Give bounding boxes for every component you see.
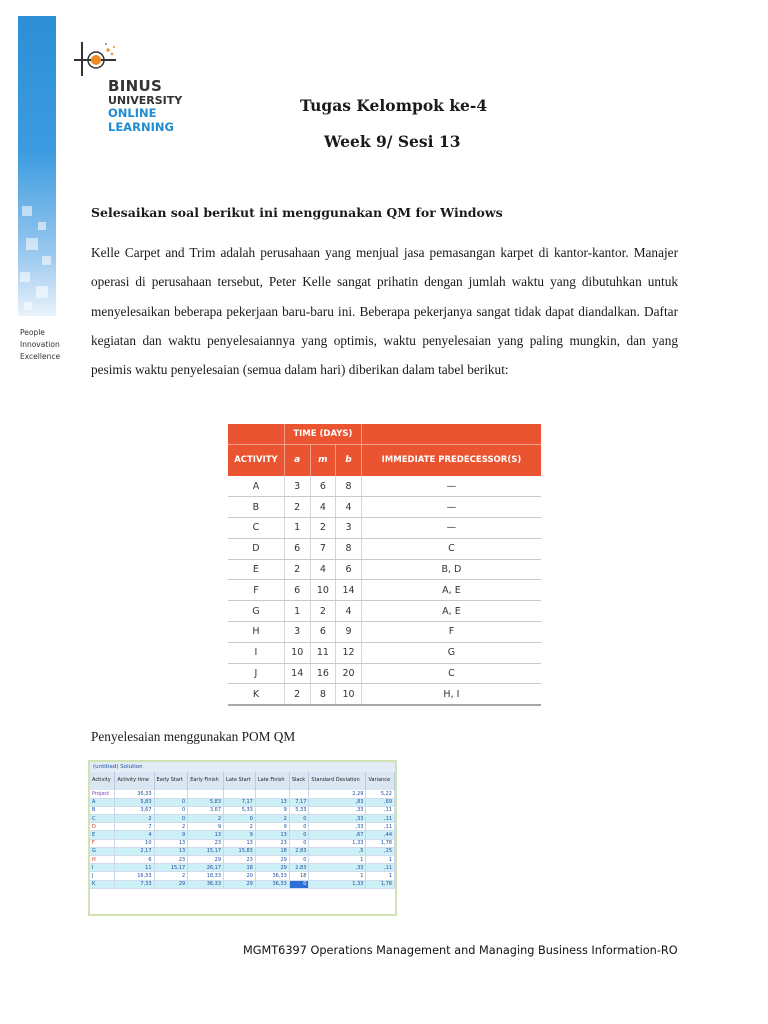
table-cell: F — [361, 622, 541, 643]
pom-table-cell: 18 — [289, 872, 309, 880]
pom-table-cell: 13 — [188, 831, 224, 839]
page-footer: MGMT6397 Operations Management and Managing Business Information-RO — [243, 944, 678, 957]
pom-table-cell: 6 — [115, 856, 154, 864]
pom-table-cell: 5,33 — [289, 806, 309, 814]
pom-table-cell: 0 — [289, 856, 309, 864]
table-cell: 4 — [310, 497, 336, 518]
pom-table-cell: 18,33 — [188, 872, 224, 880]
table-cell: — — [361, 497, 541, 518]
pom-table-row — [90, 864, 395, 872]
pom-column-header: Early Finish — [188, 772, 224, 790]
pom-table-cell: K — [90, 880, 115, 888]
pom-table-cell: B — [90, 806, 115, 814]
table-cell: 4 — [336, 497, 362, 518]
pom-table-cell: ,5 — [309, 847, 366, 855]
pom-table-cell: 5,83 — [115, 798, 154, 806]
pom-table-cell: 9 — [255, 823, 289, 831]
table-row — [228, 518, 541, 539]
pom-table-cell: C — [90, 815, 115, 823]
pom-table-cell: E — [90, 831, 115, 839]
pom-table-cell: 15,83 — [224, 847, 256, 855]
pom-table-cell: ,11 — [366, 864, 395, 872]
pom-column-header: Activity — [90, 772, 115, 790]
pom-table-cell: ,11 — [366, 823, 395, 831]
pom-table-cell — [154, 790, 188, 798]
table-row — [228, 622, 541, 643]
tagline-line: People — [20, 328, 45, 337]
pom-table-cell: A — [90, 798, 115, 806]
column-header: b — [336, 444, 362, 476]
pom-table-cell: 18 — [224, 864, 256, 872]
column-header: a — [284, 444, 310, 476]
document-title: Tugas Kelompok ke-4 — [300, 96, 488, 115]
pom-table-cell: ,33 — [309, 806, 366, 814]
pom-table-row — [90, 839, 395, 847]
pom-table-cell: 7,33 — [115, 880, 154, 888]
pom-table-cell: H — [90, 856, 115, 864]
pom-table-cell: 16,33 — [115, 872, 154, 880]
table-cell: 4 — [310, 559, 336, 580]
tagline — [20, 327, 60, 363]
pom-table-row — [90, 880, 395, 888]
pom-table-cell: 29 — [154, 880, 188, 888]
table-row — [228, 559, 541, 580]
pom-table-cell: ,33 — [309, 815, 366, 823]
pom-table-cell: 1,78 — [366, 839, 395, 847]
pom-table-cell: ,83 — [309, 798, 366, 806]
table-cell: C — [361, 538, 541, 559]
table-cell: — — [361, 518, 541, 539]
table-cell: 1 — [284, 518, 310, 539]
column-header: m — [310, 444, 336, 476]
pom-table-row — [90, 815, 395, 823]
pom-table-cell: ,33 — [309, 823, 366, 831]
table-cell: 12 — [336, 642, 362, 663]
pom-table-body — [90, 790, 395, 888]
pom-table-cell: 36,33 — [255, 880, 289, 888]
table-cell: B, D — [361, 559, 541, 580]
tagline-line: Excellence — [20, 352, 61, 361]
table-row — [228, 476, 541, 497]
pom-table-cell: 15,17 — [154, 864, 188, 872]
table-cell: H, I — [361, 684, 541, 705]
pom-table-cell: 2 — [224, 823, 256, 831]
pom-table-cell — [188, 790, 224, 798]
pom-table-row — [90, 798, 395, 806]
pom-column-header: Late Finish — [255, 772, 289, 790]
table-group-header: TIME (DAYS) — [284, 424, 361, 444]
pom-table-cell: 20 — [224, 872, 256, 880]
table-cell: 10 — [310, 580, 336, 601]
pom-table-row — [90, 823, 395, 831]
table-cell: F — [228, 580, 284, 601]
pom-table-cell: 2 — [188, 815, 224, 823]
activity-table — [228, 424, 541, 706]
table-cell: 2 — [310, 518, 336, 539]
table-cell: 9 — [336, 622, 362, 643]
pom-table-cell: ,11 — [366, 806, 395, 814]
table-row — [228, 601, 541, 622]
pom-table-cell: 29 — [188, 856, 224, 864]
table-cell: G — [361, 642, 541, 663]
pom-table-cell — [224, 790, 256, 798]
pom-table-cell: 2 — [115, 815, 154, 823]
table-cell: 10 — [284, 642, 310, 663]
table-cell: C — [228, 518, 284, 539]
pom-table-cell: 0 — [289, 831, 309, 839]
pom-table-cell: 0 — [289, 815, 309, 823]
column-header: IMMEDIATE PREDECESSOR(S) — [361, 444, 541, 476]
pom-table-cell: 0 — [289, 839, 309, 847]
pom-table-cell: 15,17 — [188, 847, 224, 855]
logo-line: UNIVERSITY — [108, 93, 183, 107]
table-cell: J — [228, 663, 284, 684]
pom-table-cell: 23 — [224, 856, 256, 864]
tagline-line: Innovation — [20, 340, 60, 349]
table-cell: 8 — [336, 538, 362, 559]
table-cell: I — [228, 642, 284, 663]
pom-table-cell: ,44 — [366, 831, 395, 839]
pom-table-cell: 1,33 — [309, 880, 366, 888]
pom-table-cell: ,11 — [366, 815, 395, 823]
table-cell: A, E — [361, 580, 541, 601]
pom-table-cell: 2 — [154, 872, 188, 880]
pom-window-title: (untitled) Solution — [90, 762, 395, 772]
table-cell: 3 — [284, 476, 310, 497]
pom-column-header: Slack — [289, 772, 309, 790]
table-cell: 14 — [284, 663, 310, 684]
pom-table-cell: 36,33 — [255, 872, 289, 880]
table-cell: 6 — [284, 580, 310, 601]
pom-column-header: Standard Deviation — [309, 772, 366, 790]
pom-column-header: Late Start — [224, 772, 256, 790]
pom-table-cell — [289, 790, 309, 798]
table-cell: 4 — [336, 601, 362, 622]
pom-table-cell: 1,78 — [366, 880, 395, 888]
pom-table-cell: 7 — [115, 823, 154, 831]
table-cell: C — [361, 663, 541, 684]
pom-table-cell: 29 — [255, 856, 289, 864]
pom-table-cell: 9 — [154, 831, 188, 839]
table-cell: 6 — [336, 559, 362, 580]
pom-table-cell: 13 — [154, 839, 188, 847]
table-cell: 8 — [336, 476, 362, 497]
pom-table-cell: 18 — [255, 847, 289, 855]
pom-table-cell: 2 — [255, 815, 289, 823]
pom-table-cell: 13 — [224, 839, 256, 847]
table-row — [228, 538, 541, 559]
pom-table-cell: ,67 — [309, 831, 366, 839]
pom-column-header: Variance — [366, 772, 395, 790]
table-row — [228, 497, 541, 518]
pom-table-cell: 1 — [366, 856, 395, 864]
table-cell: 3 — [336, 518, 362, 539]
table-cell: A — [228, 476, 284, 497]
table-header-cell — [361, 424, 541, 444]
table-cell: B — [228, 497, 284, 518]
pom-table-cell: 9 — [224, 831, 256, 839]
table-row — [228, 642, 541, 663]
pom-table-cell: Project — [90, 790, 115, 798]
pom-table-cell: 13 — [154, 847, 188, 855]
pom-table-row — [90, 856, 395, 864]
pom-table-cell: 13 — [255, 831, 289, 839]
table-cell: A, E — [361, 601, 541, 622]
pom-table-cell: 10 — [115, 839, 154, 847]
pom-column-header: Early Start — [154, 772, 188, 790]
pom-table-cell: 5,83 — [188, 798, 224, 806]
pom-table-cell: 5,22 — [366, 790, 395, 798]
table-cell: 6 — [310, 476, 336, 497]
logo-mark-icon — [72, 38, 120, 82]
logo-wordmark — [108, 77, 183, 134]
pom-table-cell: ,33 — [309, 864, 366, 872]
pom-table-cell: 2,83 — [289, 864, 309, 872]
activity-table-body — [228, 476, 541, 705]
pom-table-cell: 23 — [154, 856, 188, 864]
pom-table-row — [90, 831, 395, 839]
binus-logo — [72, 38, 192, 142]
logo-line: ONLINE — [108, 106, 157, 120]
table-cell: K — [228, 684, 284, 705]
solution-heading: Penyelesaian menggunakan POM QM — [91, 729, 296, 744]
pom-table-row — [90, 806, 395, 814]
table-cell: 14 — [336, 580, 362, 601]
pom-table-row — [90, 847, 395, 855]
table-cell: 2 — [310, 601, 336, 622]
table-cell: G — [228, 601, 284, 622]
table-cell: D — [228, 538, 284, 559]
pom-table-cell: 36,33 — [115, 790, 154, 798]
document-subtitle: Week 9/ Sesi 13 — [324, 132, 461, 151]
pom-column-header: Activity time — [115, 772, 154, 790]
pom-table-cell: 5,33 — [224, 806, 256, 814]
pom-table-cell: 0 — [154, 798, 188, 806]
pom-table-cell: I — [90, 864, 115, 872]
table-cell: 2 — [284, 684, 310, 705]
table-cell: 7 — [310, 538, 336, 559]
table-cell: 3 — [284, 622, 310, 643]
pom-qm-solution-window — [88, 760, 397, 916]
pom-table-cell: 11 — [115, 864, 154, 872]
pom-table-cell: 2,17 — [115, 847, 154, 855]
table-cell: 2 — [284, 497, 310, 518]
pom-table-cell: 26,17 — [188, 864, 224, 872]
table-cell: 20 — [336, 663, 362, 684]
pom-table-cell: ,69 — [366, 798, 395, 806]
logo-line: LEARNING — [108, 119, 174, 134]
table-cell: 16 — [310, 663, 336, 684]
pom-solution-table — [90, 772, 395, 889]
table-cell: 10 — [336, 684, 362, 705]
pom-table-cell: 7,17 — [289, 798, 309, 806]
pom-table-cell: 29 — [255, 864, 289, 872]
pom-table-cell: G — [90, 847, 115, 855]
table-cell: 1 — [284, 601, 310, 622]
pom-table-cell: 0 — [224, 815, 256, 823]
pom-table-cell: 2,29 — [309, 790, 366, 798]
pom-table-row — [90, 872, 395, 880]
table-cell: E — [228, 559, 284, 580]
logo-line: BINUS — [108, 77, 163, 95]
pom-table-cell: 9 — [255, 806, 289, 814]
table-row — [228, 580, 541, 601]
instruction-heading: Selesaikan soal berikut ini menggunakan QM for Windows — [91, 205, 503, 220]
problem-paragraph: Kelle Carpet and Trim adalah perusahaan yang menjual jasa pemasangan karpet di kantor-kantor. Manajer operasi di perusahaan tersebut, Peter Kelle sangat prihatin dengan jumlah waktu yang dibutuhkan untuk menyelesaikan beberapa pekerjaan baru-baru ini. Beberapa pekerjanya sangat tidak dapat diandalkan. Daftar kegiatan dan waktu penyelesaiannya yang optimis, waktu penyelesaian yang paling mungkin, dan yang pesimis waktu penyelesaian (semua dalam hari) diberikan dalam tabel berikut: — [91, 245, 678, 378]
pom-table-cell: 23 — [188, 839, 224, 847]
pom-table-cell: 0 — [154, 806, 188, 814]
pom-table-cell: 1 — [366, 872, 395, 880]
pom-table-cell: 1 — [309, 872, 366, 880]
pom-table-cell: F — [90, 839, 115, 847]
table-cell: 11 — [310, 642, 336, 663]
pom-table-cell: D — [90, 823, 115, 831]
pom-table-cell: 23 — [255, 839, 289, 847]
pom-table-cell: 4 — [115, 831, 154, 839]
pom-table-cell: 0 — [154, 815, 188, 823]
pom-table-cell: 0 — [289, 880, 309, 888]
pom-table-cell: 1 — [309, 856, 366, 864]
column-header: ACTIVITY — [228, 444, 284, 476]
pom-table-cell: 9 — [188, 823, 224, 831]
pom-table-row — [90, 790, 395, 798]
pom-table-cell: 3,67 — [188, 806, 224, 814]
pom-table-cell: 7,17 — [224, 798, 256, 806]
pom-table-cell: 2,83 — [289, 847, 309, 855]
pom-table-cell: 2 — [154, 823, 188, 831]
pom-table-cell — [255, 790, 289, 798]
pom-header-row — [90, 772, 395, 790]
pom-table-cell: 0 — [289, 823, 309, 831]
table-cell: H — [228, 622, 284, 643]
pom-table-cell: 29 — [224, 880, 256, 888]
pom-table-cell: ,25 — [366, 847, 395, 855]
pom-table-cell: J — [90, 872, 115, 880]
pom-table-cell: 3,67 — [115, 806, 154, 814]
table-header-cell — [228, 424, 284, 444]
pom-table-cell: 36,33 — [188, 880, 224, 888]
decorative-strip — [18, 16, 56, 316]
table-cell: 6 — [310, 622, 336, 643]
pom-table-cell: 13 — [255, 798, 289, 806]
table-cell: — — [361, 476, 541, 497]
table-cell: 8 — [310, 684, 336, 705]
table-row — [228, 684, 541, 705]
table-cell: 2 — [284, 559, 310, 580]
pom-table-cell: 1,33 — [309, 839, 366, 847]
table-cell: 6 — [284, 538, 310, 559]
table-row — [228, 663, 541, 684]
